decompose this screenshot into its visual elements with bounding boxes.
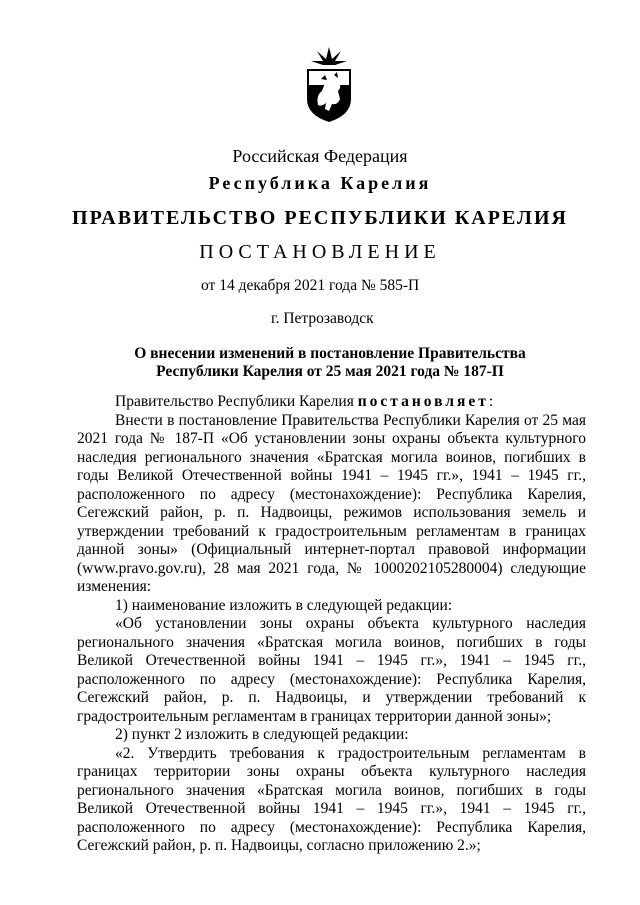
document-body — [77, 393, 586, 856]
intro-verb: постановляет — [357, 393, 489, 410]
city: г. Петрозаводск — [271, 310, 374, 327]
government-title: ПРАВИТЕЛЬСТВО РЕСПУБЛИКИ КАРЕЛИЯ — [72, 207, 568, 229]
country-name: Российская Федерация — [232, 146, 408, 166]
body-paragraph: «2. Утвердить требования к градостроительным регламентам в границах территории зоны охраны объекта культурного наследия регионального значения «Братская могила воинов, погибших в годы Великой Отечественной войны 1941 – 1945 гг.», 1941 – 1945 гг., расположенного по адресу (местонахождение): Республика Карелия, Сегежский район, р. п. Надвоицы, согласно приложению 2.»; — [77, 744, 586, 854]
body-paragraph: «Об установлении зоны охраны объекта культурного наследия регионального значения «Братская могила воинов, погибших в годы Великой Отечественной войны 1941 – 1945 гг.», 1941 – 1945 гг., расположенного по адресу (местонахождение): Республика Карелия, Сегежский район, р. п. Надвоицы, и утверждении требований к градостроительным регламентам в границах территории данной зоны»; — [77, 615, 586, 725]
date-line: от 14 декабря 2021 года № 585-П — [201, 277, 420, 294]
republic-name: Республика Карелия — [208, 173, 432, 193]
subject-line: О внесении изменений в постановление Правительства — [134, 345, 526, 362]
document-type: ПОСТАНОВЛЕНИЕ — [199, 241, 441, 263]
intro-paragraph — [77, 393, 586, 412]
intro-prefix: Правительство Республики Карелия — [115, 393, 358, 410]
intro-suffix: : — [488, 393, 494, 410]
body-paragraph: 2) пункт 2 изложить в следующей редакции: — [115, 726, 409, 743]
body-paragraph: 1) наименование изложить в следующей редакции: — [115, 596, 453, 614]
subject-line: Республики Карелия от 25 мая 2021 года № 187-П — [156, 363, 504, 380]
coat-of-arms-icon — [301, 47, 357, 123]
body-paragraph: Внести в постановление Правительства Республики Карелия от 25 мая 2021 года № 187-П «Об установлении зоны охраны объекта культурного наследия регионального значения «Братская могила воинов, погибших в годы Великой Отечественной войны 1941 – 1945 гг.», 1941 – 1945 гг., расположенного по адресу (местонахождение): Республика Карелия, Сегежский район, р. п. Надвоицы, режимов использования земель и утверждении требований к градостроительным регламентам в границах данной зоны» (Официальный интернет-портал правовой информации (www.pravo.gov.ru), 28 мая 2021 года, № 1000202105280004) следующие изменения: — [77, 411, 586, 595]
document-subject — [80, 345, 580, 381]
